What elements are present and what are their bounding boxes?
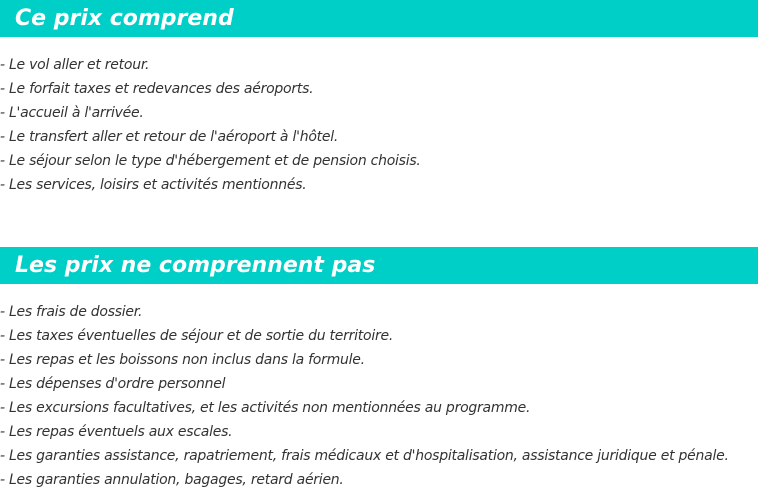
section-title-not-included: Les prix ne comprennent pas [0,247,758,284]
list-item: - Les taxes éventuelles de séjour et de sortie du territoire. [0,328,394,344]
included-list [0,53,421,197]
section-title-included: Ce prix comprend [0,0,758,37]
list-item: - Le séjour selon le type d'hébergement et de pension choisis. [0,153,421,169]
list-item: - Le transfert aller et retour de l'aéroport à l'hôtel. [0,129,339,145]
list-item: - Les dépenses d'ordre personnel [0,376,226,392]
list-item: - Les frais de dossier. [0,304,143,320]
list-item: - Les garanties assistance, rapatriement, frais médicaux et d'hospitalisation, assistance juridique et pénale. [0,448,729,464]
list-item: - Les services, loisirs et activités mentionnés. [0,177,307,193]
list-item: - L'accueil à l'arrivée. [0,105,144,121]
not-included-list [0,300,729,492]
list-item: - Le forfait taxes et redevances des aéroports. [0,81,314,97]
list-item: - Les repas éventuels aux escales. [0,424,233,440]
list-item: - Les garanties annulation, bagages, retard aérien. [0,472,344,488]
list-item: - Le vol aller et retour. [0,57,150,73]
list-item: - Les excursions facultatives, et les activités non mentionnées au programme. [0,400,531,416]
list-item: - Les repas et les boissons non inclus dans la formule. [0,352,365,368]
